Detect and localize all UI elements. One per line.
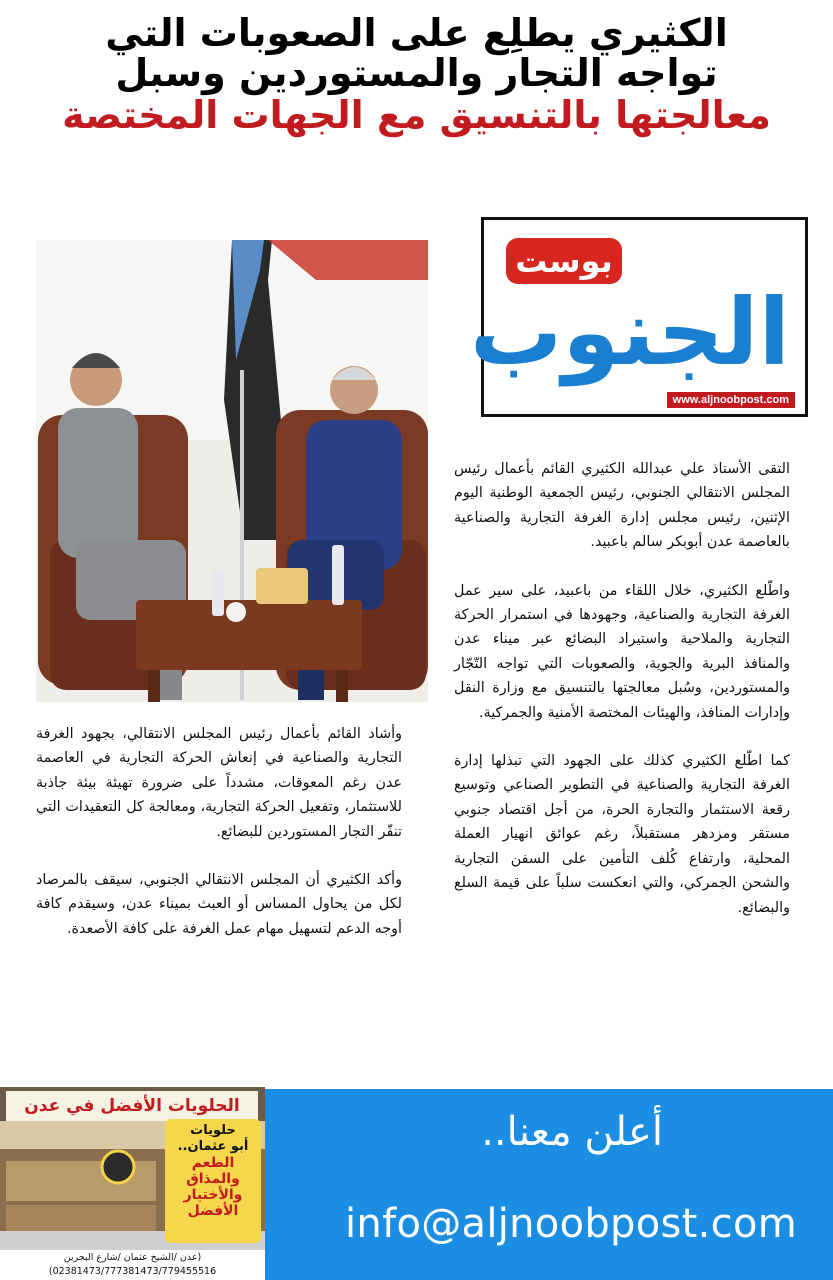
article-right-column	[454, 457, 790, 944]
article-paragraph: التقى الأستاذ علي عبدالله الكثيري القائم بأعمال رئيس المجلس الانتقالي الجنوبي، رئيس الجمعية الوطنية اليوم الإثنين، رئيس مجلس إدارة الغرفة التجارية والصناعية بالعاصمة عدن أبوبكر سالم باعبيد.	[454, 461, 790, 551]
brand-line-1: حلويات	[190, 1123, 236, 1138]
sweets-ad-title: الحلويات الأفضل في عدن	[6, 1091, 258, 1121]
logo-name: الجنوب	[469, 279, 790, 386]
headline-line-3: معالجتها بالتنسيق مع الجهات المختصة	[62, 92, 771, 137]
logo-url: www.aljnoobpost.com	[667, 392, 795, 408]
headline-line-1: الكثيري يطلِع على الصعوبات التي	[105, 11, 728, 55]
aljnoob-post-logo	[469, 217, 808, 417]
sweets-ad-slogan	[165, 1119, 261, 1243]
article-paragraph: وأكد الكثيري أن المجلس الانتقالي الجنوبي، سيقف بالمرصاد لكل من يحاول المساس أو العبث بميناء عدن، وسيقدم كافة أوجه الدعم لتسهيل مهام عمل الغرفة على كافة الأصعدة.	[36, 872, 402, 937]
contact-email[interactable]: info@aljnoobpost.com	[345, 1201, 797, 1247]
sweets-advertisement[interactable]	[0, 1087, 265, 1280]
slogan-line-3: والأختيار	[183, 1187, 243, 1203]
logo-badge: بوست	[506, 238, 622, 284]
slogan-line-4: الأفضل	[187, 1203, 239, 1219]
sweets-ad-contact	[0, 1250, 265, 1280]
slogan-line-2: والمذاق	[186, 1171, 240, 1187]
headline-line-2: تواجه التجار والمستوردين وسبل	[115, 50, 718, 95]
brand-line-2: أبو عثمان..	[177, 1139, 249, 1154]
meeting-photo	[36, 240, 428, 702]
headline	[40, 11, 793, 137]
article-paragraph: وأشاد القائم بأعمال رئيس المجلس الانتقالي، بجهود الغرفة التجارية والصناعية في إنعاش الحركة التجارية في العاصمة عدن رغم المعوقات، مشدداً على ضرورة تهيئة بيئة جاذبة للاستثمار، وتفعيل الحركة التجارية، ومعالجة كل التعقيدات التي تنفّر التجار المستوردين للبضائع.	[36, 726, 402, 840]
article-paragraph: واطّلع الكثيري، خلال اللقاء من باعبيد، على سير عمل الغرفة التجارية والصناعية، وجهودها في استمرار الحركة التجارية والملاحية واستيراد البضائع عبر ميناء عدن والمنافذ البرية والجوية، والصعوبات التي تواجه التّجّار والمستوردين، وسُبل معالجتها بالتنسيق مع وزارة النقل وإدارات المنافذ، والهيئات المختصة الأمنية والجمركية.	[454, 582, 790, 721]
sweets-ad-address: (عدن /الشيخ عثمان /شارع البحرين	[63, 1252, 202, 1263]
sweets-ad-phones: 02381473/777381473/779455516)	[48, 1266, 217, 1277]
advertise-cta: أعلن معنا..	[481, 1109, 663, 1155]
slogan-line-1: الطعم	[191, 1155, 235, 1171]
article-paragraph: كما اطّلع الكثيري كذلك على الجهود التي تبذلها إدارة الغرفة التجارية والصناعية في التطوير الصناعي وتوسيع رقعة الاستثمار والتجارة الحرة، من أجل اقتصاد جنوبي مستقر ومزدهر مستقبلاً، رغم عوائق انهيار العملة المحلية، وارتفاع كُلف التأمين على السفن التجارية والشحن الجمركي، والتي انعكست سلباً على قيمة السلع والبضائع.	[454, 753, 790, 916]
meeting-photo-illustration	[36, 240, 428, 702]
article-left-column	[36, 722, 402, 965]
advertise-with-us-banner[interactable]	[265, 1089, 833, 1280]
